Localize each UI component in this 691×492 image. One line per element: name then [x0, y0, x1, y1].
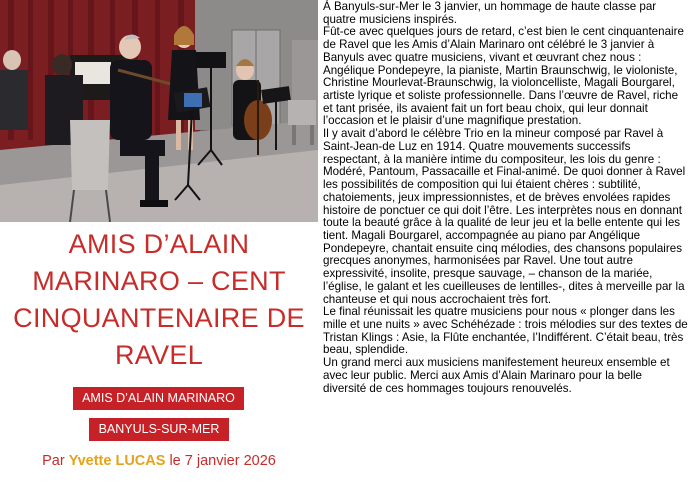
concert-photo-illustration	[0, 0, 318, 222]
byline-author[interactable]: Yvette LUCAS	[68, 453, 166, 469]
article-paragraph: Fût-ce avec quelques jours de retard, c’est bien le cent cinquantenaire de Ravel que les Amis d’Alain Marinaro ont célébré le 3 janvier à Banyuls avec quatre musiciens, vivant et œuvrant chez nous : Angélique Pondepeyre, la pianiste, Martin Braunschwig, le violoniste, Christine Mourlevat-Braunschwig, la violoncelliste, Magali Bourgarel, artiste lyrique et soliste professionnelle. Dans l’œuvre de Ravel, riche et tant prisée, ils avaient fait un fort beau choix, qui leur donnait l’occasion et le plaisir d’une magnifique prestation.	[323, 25, 684, 128]
article-paragraph: À Banyuls-sur-Mer le 3 janvier, un hommage de haute classe par quatre musiciens inspirés.	[323, 0, 657, 26]
headline-line: MARINARO – CENT	[32, 266, 286, 296]
byline-date: le 7 janvier 2026	[165, 453, 276, 469]
concert-photo	[0, 0, 318, 222]
byline-prefix: Par	[42, 453, 69, 469]
association-tag[interactable]: AMIS D’ALAIN MARINARO	[73, 387, 244, 410]
byline	[0, 453, 318, 469]
headline-line: AMIS D’ALAIN	[68, 229, 250, 259]
headline	[0, 226, 318, 374]
article-paragraph: Le final réunissait les quatre musiciens pour nous « plonger dans les mille et une nuits » avec Schéhézade : trois mélodies sur des textes de Tristan Klings : Asie, la Flûte enchantée, l’Indifférent. C’était beau, très beau, splendide.	[323, 305, 688, 357]
article-paragraph: Un grand merci aux musiciens manifestement heureux ensemble et avec leur public. Merci aux Amis d’Alain Marinaro pour la belle diversité de ces hommages toujours renouvelés.	[323, 356, 670, 395]
location-tag[interactable]: BANYULS-SUR-MER	[89, 418, 229, 441]
article-paragraph: Il y avait d’abord le célèbre Trio en la mineur composé par Ravel à Saint-Jean-de Luz en 1914. Quatre mouvements successifs respectant, à la manière intime du compositeur, les lois du genre : Modéré, Pantoum, Passacaille et Final-animé. De quoi donner à Ravel les possibilités de composition qui lui étaient chères : subtilité, chatoiements, jeux impressionnistes, et de brèves envolées rapides histoire de ponctuer ce qui doit l’être. Les interprètes nous en donnant toute la beauté grâce à la qualité de leur jeu et la belle entente qui les tient. Magali Bourgarel, accompagnée au piano par Angélique Pondepeyre, chantait ensuite cinq mélodies, des chansons populaires grecques anonymes, harmonisées par Ravel. Une tout autre expressivité, insolite, presque sauvage, – chanson de la mariée, l’église, le galant et les cueilleuses de lentilles-, dites à merveille par la chanteuse et qui nous accrochaient très fort.	[323, 127, 686, 306]
headline-line: RAVEL	[114, 340, 204, 370]
article-body	[323, 1, 688, 395]
headline-line: CINQUANTENAIRE DE	[13, 303, 305, 333]
